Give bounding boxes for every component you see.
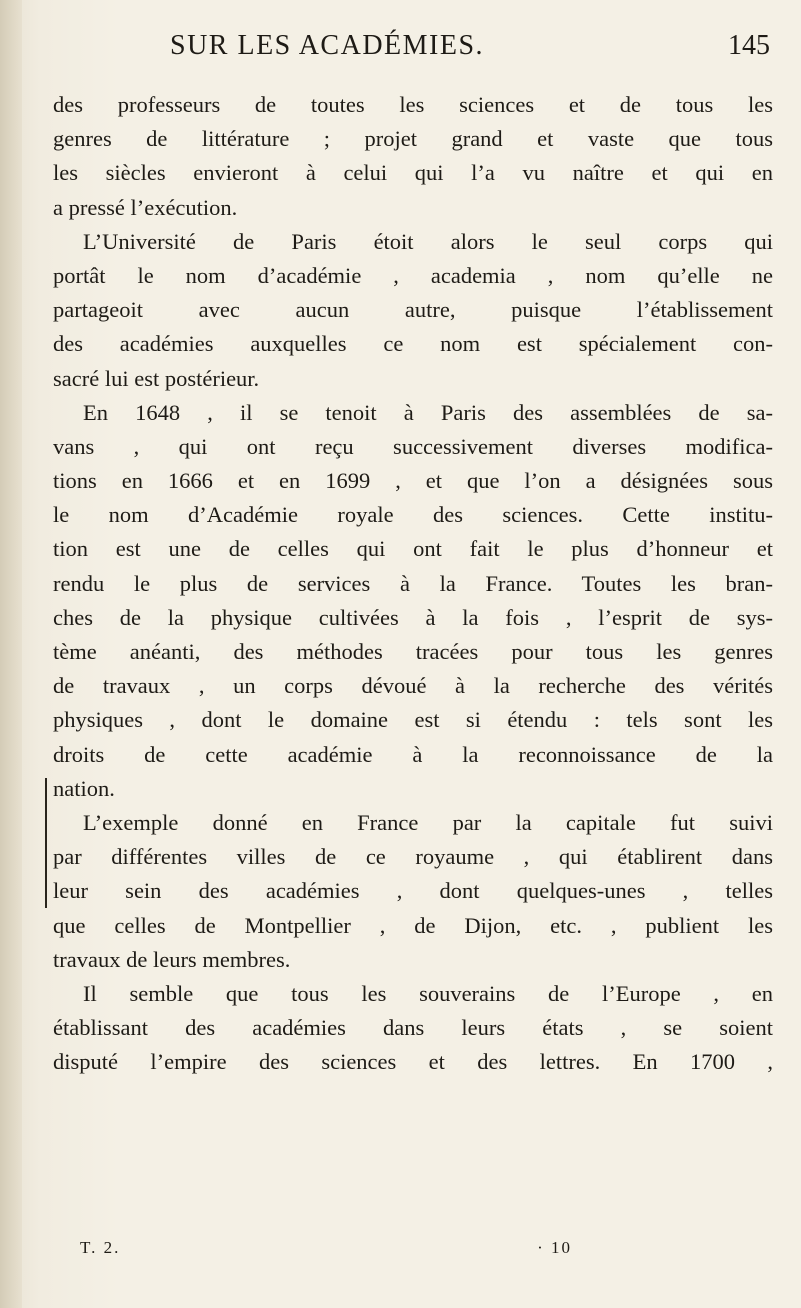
- margin-rule: [45, 778, 47, 908]
- page-header: [140, 30, 770, 74]
- text-line: Il semble que tous les souverains de l’Europe , en: [83, 980, 773, 1006]
- text-line: le nom d’Académie royale des sciences. Cette institu-: [53, 502, 773, 528]
- text-line: L’Université de Paris étoit alors le seul corps qui: [83, 228, 773, 254]
- text-line: nation.: [53, 775, 115, 801]
- text-line: tions en 1666 et en 1699 , et que l’on a désignées sous: [53, 468, 773, 494]
- page-gutter: [0, 0, 22, 1308]
- text-line: établissant des académies dans leurs états , se soient: [53, 1015, 773, 1041]
- text-line: tème anéanti, des méthodes tracées pour tous les genres: [53, 639, 773, 664]
- signature-number: · 10: [537, 1238, 572, 1257]
- text-line: portât le nom d’académie , academia , nom qu’elle ne: [53, 262, 773, 288]
- text-line: des académies auxquelles ce nom est spécialement con-: [53, 331, 773, 357]
- text-line: leur sein des académies , dont quelques-unes , telles: [53, 878, 773, 904]
- text-line: vans , qui ont reçu successivement diverses modifica-: [53, 433, 773, 459]
- text-line: travaux de leurs membres.: [53, 946, 291, 972]
- text-line: par différentes villes de ce royaume , qui établirent dans: [53, 844, 773, 870]
- text-line: rendu le plus de services à la France. Toutes les bran-: [53, 570, 773, 596]
- text-line: ches de la physique cultivées à la fois , l’esprit de sys-: [53, 604, 773, 630]
- text-line: des professeurs de toutes les sciences et de tous les: [53, 92, 773, 117]
- body-text: [53, 88, 773, 1079]
- text-line: sacré lui est postérieur.: [53, 365, 260, 391]
- text-line: droits de cette académie à la reconnoissance de la: [53, 741, 773, 767]
- text-line: tion est une de celles qui ont fait le plus d’honneur et: [53, 536, 773, 562]
- page-number: 145: [728, 30, 770, 61]
- text-line: a pressé l’exécution.: [53, 194, 238, 220]
- text-line: les siècles envieront à celui qui l’a vu naître et qui en: [53, 160, 773, 186]
- text-line: L’exemple donné en France par la capitale fut suivi: [83, 809, 773, 835]
- text-line: En 1648 , il se tenoit à Paris des assemblées de sa-: [83, 399, 773, 425]
- text-line: physiques , dont le domaine est si étendu : tels sont les: [53, 707, 773, 733]
- running-title: SUR LES ACADÉMIES.: [170, 30, 485, 61]
- text-line: que celles de Montpellier , de Dijon, etc. , publient les: [53, 912, 773, 938]
- text-line: partageoit avec aucun autre, puisque l’établissement: [53, 297, 773, 323]
- signature-mark: T. 2.: [80, 1238, 121, 1257]
- text-line: genres de littérature ; projet grand et vaste que tous: [53, 126, 773, 152]
- footer: [80, 1238, 680, 1268]
- text-line: de travaux , un corps dévoué à la recherche des vérités: [53, 673, 773, 699]
- text-line: disputé l’empire des sciences et des lettres. En 1700 ,: [53, 1049, 773, 1075]
